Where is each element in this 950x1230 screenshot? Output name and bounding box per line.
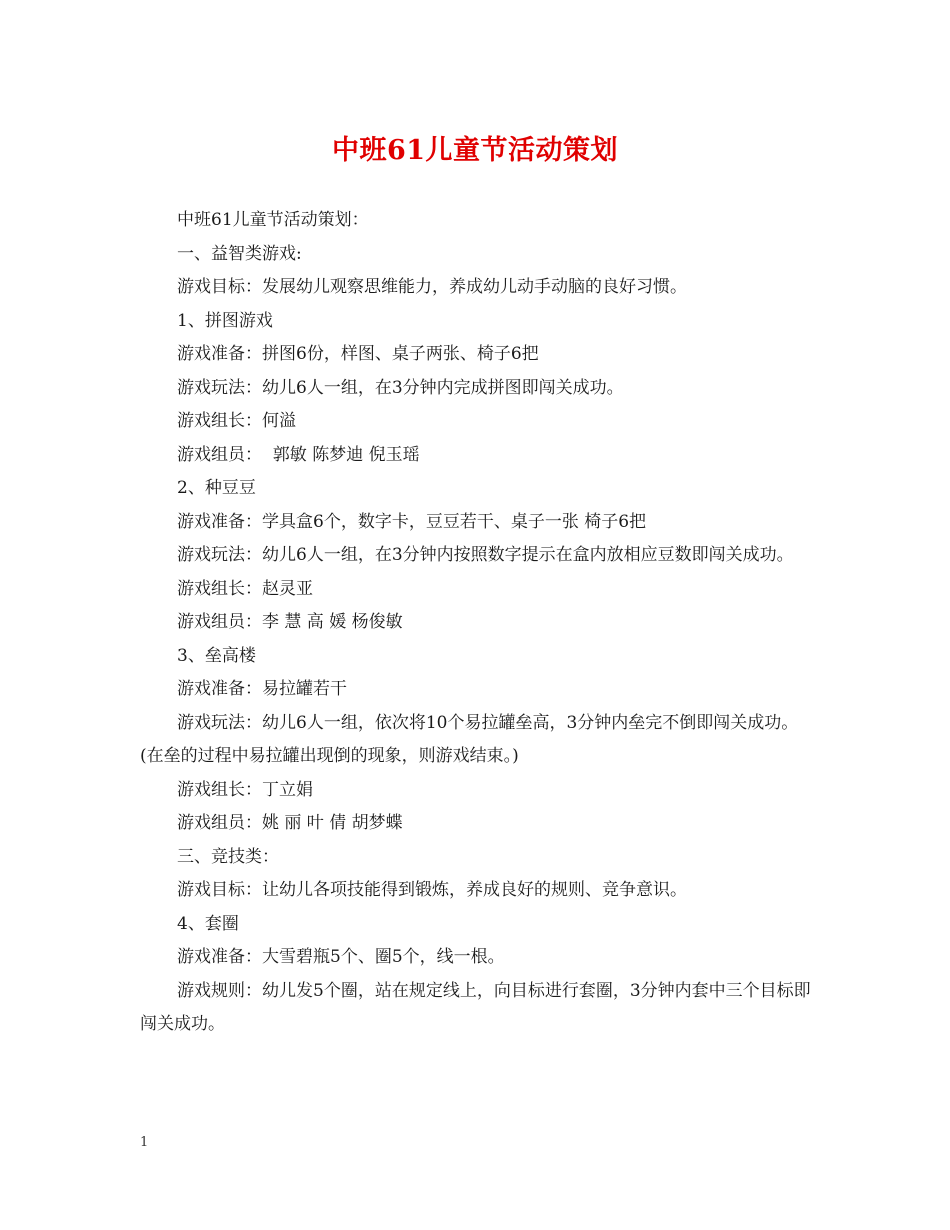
- game-heading: 4、套圈: [177, 913, 239, 934]
- paragraph: 游戏组长：赵灵亚: [177, 578, 313, 599]
- page-number: 1: [140, 1135, 149, 1150]
- paragraph: 游戏目标：让幼儿各项技能得到锻炼，养成良好的规则、竞争意识。: [177, 880, 687, 900]
- paragraph: 游戏组员：李 慧 高 媛 杨俊敏: [177, 612, 403, 632]
- section-heading: 三、竞技类：: [177, 846, 279, 867]
- game-heading: 2、种豆豆: [177, 478, 256, 498]
- paragraph: 游戏组长：丁立娟: [177, 779, 313, 800]
- paragraph: 游戏玩法：幼儿6人一组，在3分钟内完成拼图即闯关成功。: [177, 377, 624, 398]
- game-heading: 3、垒高楼: [177, 645, 256, 666]
- document-body: [140, 204, 815, 1042]
- paragraph: 游戏组员： 郭敏 陈梦迪 倪玉瑶: [177, 444, 420, 465]
- paragraph: 游戏组长：何溢: [177, 411, 296, 431]
- paragraph: 游戏准备：易拉罐若干: [177, 679, 347, 699]
- game-heading: 1、拼图游戏: [177, 310, 273, 331]
- document-title: 中班61儿童节活动策划: [331, 135, 619, 166]
- paragraph: 游戏玩法：幼儿6人一组，依次将10个易拉罐垒高，3分钟内垒完不倒即闯关成功。(在垒的过程中易拉罐出现倒的现象，则游戏结束。): [140, 712, 799, 766]
- paragraph: 游戏准备：学具盒6个，数字卡，豆豆若干、桌子一张 椅子6把: [177, 511, 647, 532]
- paragraph: 游戏玩法：幼儿6人一组，在3分钟内按照数字提示在盒内放相应豆数即闯关成功。: [177, 545, 794, 565]
- paragraph: 游戏目标：发展幼儿观察思维能力，养成幼儿动手动脑的良好习惯。: [177, 277, 687, 297]
- section-heading: 一、益智类游戏:: [177, 243, 302, 264]
- paragraph: 游戏准备：拼图6份，样图、桌子两张、椅子6把: [177, 344, 539, 364]
- paragraph: 中班61儿童节活动策划：: [177, 210, 369, 230]
- paragraph: 游戏规则：幼儿发5个圈，站在规定线上，向目标进行套圈，3分钟内套中三个目标即闯关成功。: [140, 980, 811, 1034]
- paragraph: 游戏组员：姚 丽 叶 倩 胡梦蝶: [177, 813, 403, 833]
- paragraph: 游戏准备：大雪碧瓶5个、圈5个，线一根。: [177, 947, 505, 967]
